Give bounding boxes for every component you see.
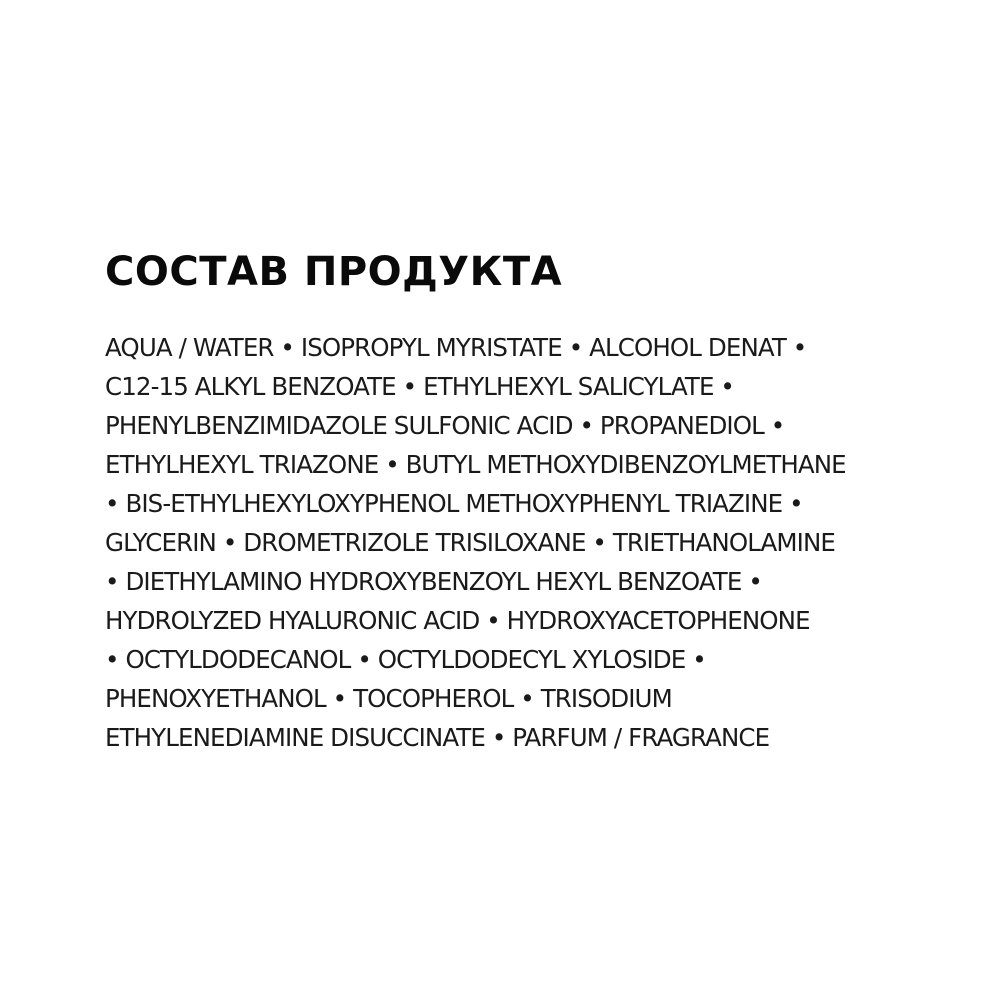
- ingredient-line: ETHYLHEXYL TRIAZONE • BUTYL METHOXYDIBENZOYLMETHANE: [105, 450, 846, 479]
- ingredient-line: AQUA / WATER • ISOPROPYL MYRISTATE • ALCOHOL DENAT •: [105, 333, 807, 362]
- ingredient-line: • DIETHYLAMINO HYDROXYBENZOYL HEXYL BENZOATE •: [105, 567, 762, 596]
- ingredient-line: GLYCERIN • DROMETRIZOLE TRISILOXANE • TRIETHANOLAMINE: [105, 528, 835, 557]
- ingredient-line: • BIS-ETHYLHEXYLOXYPHENOL METHOXYPHENYL TRIAZINE •: [105, 489, 803, 518]
- ingredient-line: C12-15 ALKYL BENZOATE • ETHYLHEXYL SALICYLATE •: [105, 372, 734, 401]
- ingredient-line: PHENYLBENZIMIDAZOLE SULFONIC ACID • PROPANEDIOL •: [105, 411, 785, 440]
- ingredient-line: ETHYLENEDIAMINE DISUCCINATE • PARFUM / FRAGRANCE: [105, 723, 770, 752]
- ingredient-line: PHENOXYETHANOL • TOCOPHEROL • TRISODIUM: [105, 684, 672, 713]
- ingredient-line: HYDROLYZED HYALURONIC ACID • HYDROXYACETOPHENONE: [105, 606, 810, 635]
- ingredient-line: • OCTYLDODECANOL • OCTYLDODECYL XYLOSIDE •: [105, 645, 706, 674]
- ingredient-list: [105, 328, 965, 757]
- page-title: СОСТАВ ПРОДУКТА: [105, 249, 563, 295]
